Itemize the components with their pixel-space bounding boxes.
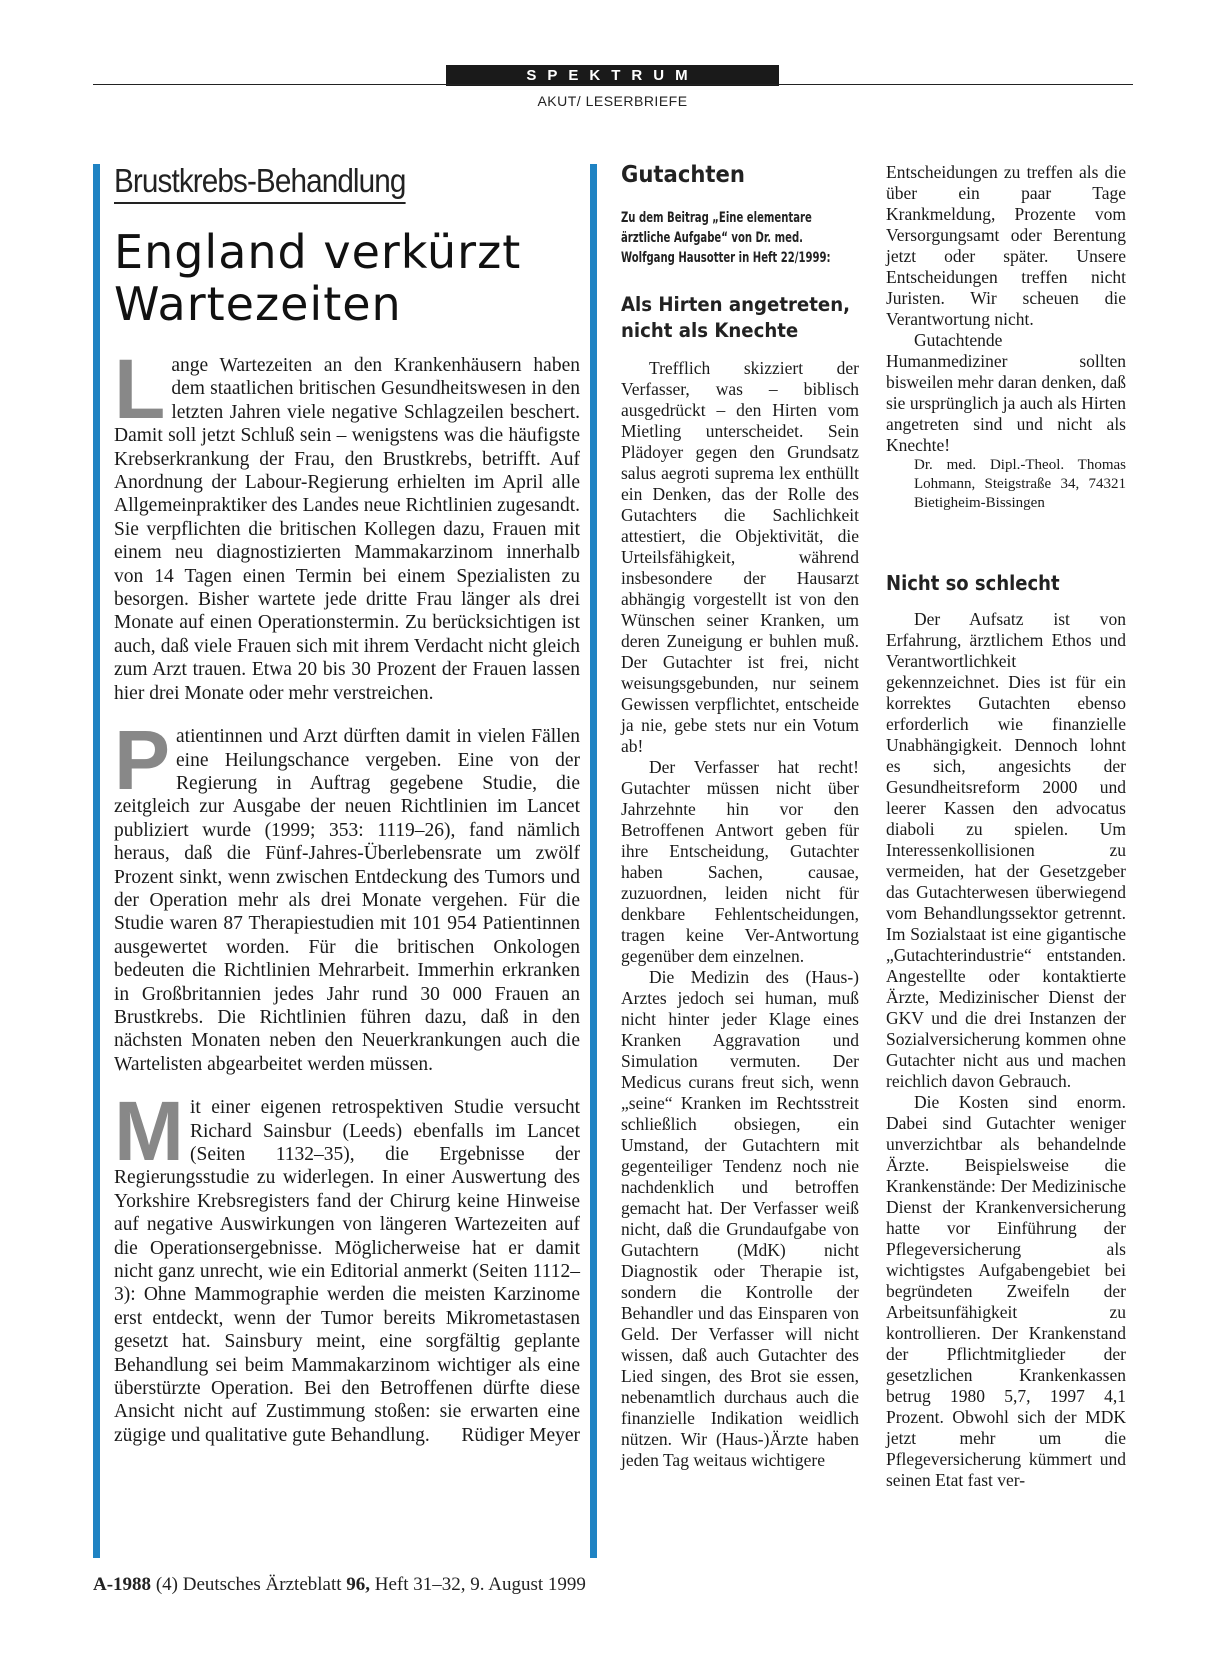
letter-paragraph: Die Medizin des (Haus-) Arztes jedoch sei human, muß nicht hinter jeder Klage eines Kranken Aggravation und Simulation vermuten. Der Medicus curans freut sich, wenn „seine“ Kranken im Rechtsstreit schließlich obsiegen, ein Umstand, der Gutachtern mit gegenteiliger Tendenz noch nie nachdenklich und betroffen gemacht hat. Der Verfasser weiß nicht, daß die Grundaufgabe von Gutachtern (MdK) nicht Diagnostik oder Therapie ist, sondern die Kontrolle der Behandler und das Einsparen von Geld. Der Verfasser will nicht wissen, daß auch Gutachter des Lied singen, des Brot sie essen, nebenamtlich durchaus auch die finanzielle Indikation weidlich nützen. Wir (Haus-)Ärzte haben jeden Tag weitaus wichtigere [621, 967, 859, 1470]
left-accent-rule [93, 164, 100, 1558]
article-author: Rüdiger Meyer [461, 1425, 580, 1447]
footer-issue-post: Heft 31–32, 9. August 1999 [374, 1574, 586, 1595]
article-kicker: Brustkrebs-Behandlung [114, 162, 405, 204]
letter-paragraph: Trefflich skizziert der Verfasser, was – biblisch ausgedrückt – den Hirten vom Mietling unterscheidet. Sein Plädoyer gegen den Grundsatz salus aegroti suprema lex enthüllt ein Denken, das der Rolle des Gutachters die Sachlichkeit attestiert, die Objektivität, die Urteilsfähigkeit, während insbesondere der Hausarzt abhängig vorgestellt ist von den Wünschen seiner Kranken, um deren Zuneigung er buhlen muß. Der Gutachter ist frei, nicht weisungsgebunden, nur seinem Gewissen verpflichtet, entscheide ja nie, gebe stets nur ein Votum ab! [621, 358, 859, 756]
section-label: SPEKTRUM [446, 65, 779, 86]
drop-cap: M [114, 1084, 184, 1179]
letter-1-body-continued [886, 162, 1126, 456]
letter-1-body [621, 358, 859, 1471]
headline-line-2: Wartezeiten [114, 277, 402, 331]
letters-column-1 [621, 162, 859, 1471]
letters-column-2 [886, 162, 1126, 1491]
headline-line-1: England verkürzt [114, 225, 522, 279]
letter-paragraph: Der Verfasser hat recht! Gutachter müssen nicht über Jahrzehnte hin vor den Betroffenen Antwort geben für ihre Entscheidung, Gutachter haben Sachen, causae, zuzuordnen, leiden nicht für denkbare Fehlentscheidungen, tragen keine Ver-Antwortung gegenüber dem einzelnen. [621, 757, 859, 966]
footer-issue-pre: (4) Deutsches Ärzteblatt [155, 1574, 342, 1595]
article-paragraph [114, 342, 580, 705]
letter-1-author: Dr. med. Dipl.-Theol. Thomas Lohmann, Steigstraße 34, 74321 Bietigheim-Bissingen [914, 457, 1126, 511]
letter-paragraph: Die Kosten sind enorm. Dabei sind Gutachter weniger unverzichtbar als behandelnde Ärzte. Beispielsweise die Krankenstände: Der Medizinische Dienst der Krankenversicherung hatte vor Einführung der Pflegeversicherung als wichtigstes Aufgabengebiet bei begründeten Zweifeln der Arbeitsunfähigkeit zu kontrollieren. Der Krankenstand der Pflichtmitglieder der gesetzlichen Krankenkassen betrug 1980 5,7, 1997 4,1 Prozent. Obwohl sich der MDK jetzt mehr um die Pflegeversicherung kümmert und seinen Etat fast ver- [886, 1092, 1126, 1490]
footer-volume: 96, [346, 1574, 371, 1595]
subsection-label: AKUT/ LESERBRIEFE [537, 93, 688, 109]
paragraph-text: ange Wartezeiten an den Krankenhäusern haben dem staatlichen britischen Gesundheitswesen in den letzten Jahren viele negative Schlagzeilen beschert. Damit soll jetzt Schluß sein – wenigstens was die häufigste Krebserkrankung der Frau, den Brustkrebs, betrifft. Auf Anordnung der Labour-Regierung erhielten im April alle Allgemeinpraktiker des Landes neue Richtlinien zugesandt. Sie verpflichten die britischen Kollegen dazu, Frauen mit einem neu diagnostizierten Mammakarzinom innerhalb von 14 Tagen einen Termin bei einem Spezialisten zu besorgen. Bisher wartete jede dritte Frau länger als drei Monate auf einen Operationstermin. Zu berücksichtigen ist auch, daß viele Frauen sich mit ihrem Verdacht nicht gleich zum Arzt trauen. Etwa 20 bis 30 Prozent der Frauen lassen hier drei Monate oder mehr verstreichen. [114, 355, 580, 704]
letter-1-subtitle: Als Hirten angetreten, nicht als Knechte [621, 293, 851, 342]
letter-paragraph: Der Aufsatz ist von Erfahrung, ärztlichem Ethos und Verantwortlichkeit gekennzeichnet. Dies ist für ein korrektes Gutachten ebenso erforderlich wie finanzielle Unabhängigkeit. Dennoch lohnt es sich, angesichts der Gesundheitsreform 2000 und leerer Kassen den advocatus diaboli zu spielen. Um Interessenkollisionen zu vermeiden, hat der Gesetzgeber das Gutachterwesen überwiegend vom Behandlungssektor getrennt. Im Sozialstaat ist eine gigantische „Gutachterindustrie“ entstanden. Angestellte oder kontaktierte Ärzte, Medizinischer Dienst der GKV und die drei Instanzen der Sozialversicherung kommen ohne Gutachter nicht aus und machen reichlich davon Gebrauch. [886, 609, 1126, 1091]
letters-intro: Zu dem Beitrag „Eine elementare ärztliche Aufgabe“ von Dr. med. Wolfgang Hausotter in Heft 22/1999: [621, 210, 831, 266]
drop-cap: L [114, 342, 166, 436]
page-number: A-1988 [93, 1574, 152, 1595]
article-paragraph [114, 1084, 580, 1447]
letters-title: Gutachten [621, 162, 745, 188]
drop-cap: P [114, 713, 171, 808]
article-headline [114, 226, 594, 330]
paragraph-text: atientinnen und Arzt dürften damit in vielen Fällen eine Heilungschance vergeben. Eine von der Regierung in Auftrag gegebene Studie, die zeitgleich zur Ausgabe der neuen Richtlinien im Lancet publiziert wurde (1999; 353: 1119–26), fand nämlich heraus, daß die Fünf-Jahres-Überlebensrate um zwölf Prozent sinkt, wenn zwischen Entdeckung des Tumors und der Operation mehr als drei Monate vergehen. Für die Studie waren 87 Therapiestudien mit 101 954 Patientinnen ausgewertet worden. Für die britischen Onkologen bedeuten die Richtlinien Mehrarbeit. Immerhin erkranken in Großbritannien jedes Jahr rund 30 000 Frauen an Brustkrebs. Die Richtlinien führen dazu, daß in den nächsten Monaten neben den Neuerkrankungen auch die Wartelisten abgearbeitet werden müssen. [114, 726, 580, 1075]
header-rule [93, 84, 1133, 85]
page-footer [93, 1574, 586, 1596]
letter-paragraph: Entscheidungen zu treffen als die über ein paar Tage Krankmeldung, Prozente vom Versorgungsamt oder Berentung jetzt oder später. Unsere Entscheidungen treffen nicht Juristen. Wir scheuen die Verantwortung nicht. [886, 162, 1126, 329]
article-paragraph [114, 713, 580, 1076]
paragraph-text: it einer eigenen retrospektiven Studie versucht Richard Sainsbur (Leeds) ebenfalls im Lancet (Seiten 1132–35), die Ergebnisse der Regierungsstudie zu widerlegen. In einer Auswertung des Yorkshire Krebsregisters fand der Chirurg keine Hinweise auf negative Auswirkungen von längeren Wartezeiten auf die Operationsergebnisse. Möglicherweise hat er damit nicht ganz unrecht, wie ein Editorial anmerkt (Seiten 1112–3): Ohne Mammographie werden die meisten Karzinome erst entdeckt, wenn der Tumor bereits Mikrometastasen gesetzt hat. Sainsbury meint, eine sorgfältig geplante Behandlung sei beim Mammakarzinom wichtiger als eine überstürzte Operation. Bei den Betroffenen dürfte diese Ansicht nicht auf Zustimmung stoßen: sie erwarten eine zügige und qualitative gute Behandlung. [114, 1097, 580, 1446]
letter-2-body [886, 609, 1126, 1491]
letter-paragraph: Gutachtende Humanmediziner sollten bisweilen mehr daran denken, daß sie ursprünglich ja auch als Hirten angetreten sind und nicht als Knechte! [886, 330, 1126, 455]
middle-accent-rule [590, 164, 597, 1558]
letter-2-subtitle: Nicht so schlecht [886, 571, 1060, 595]
article-body [114, 342, 580, 1448]
